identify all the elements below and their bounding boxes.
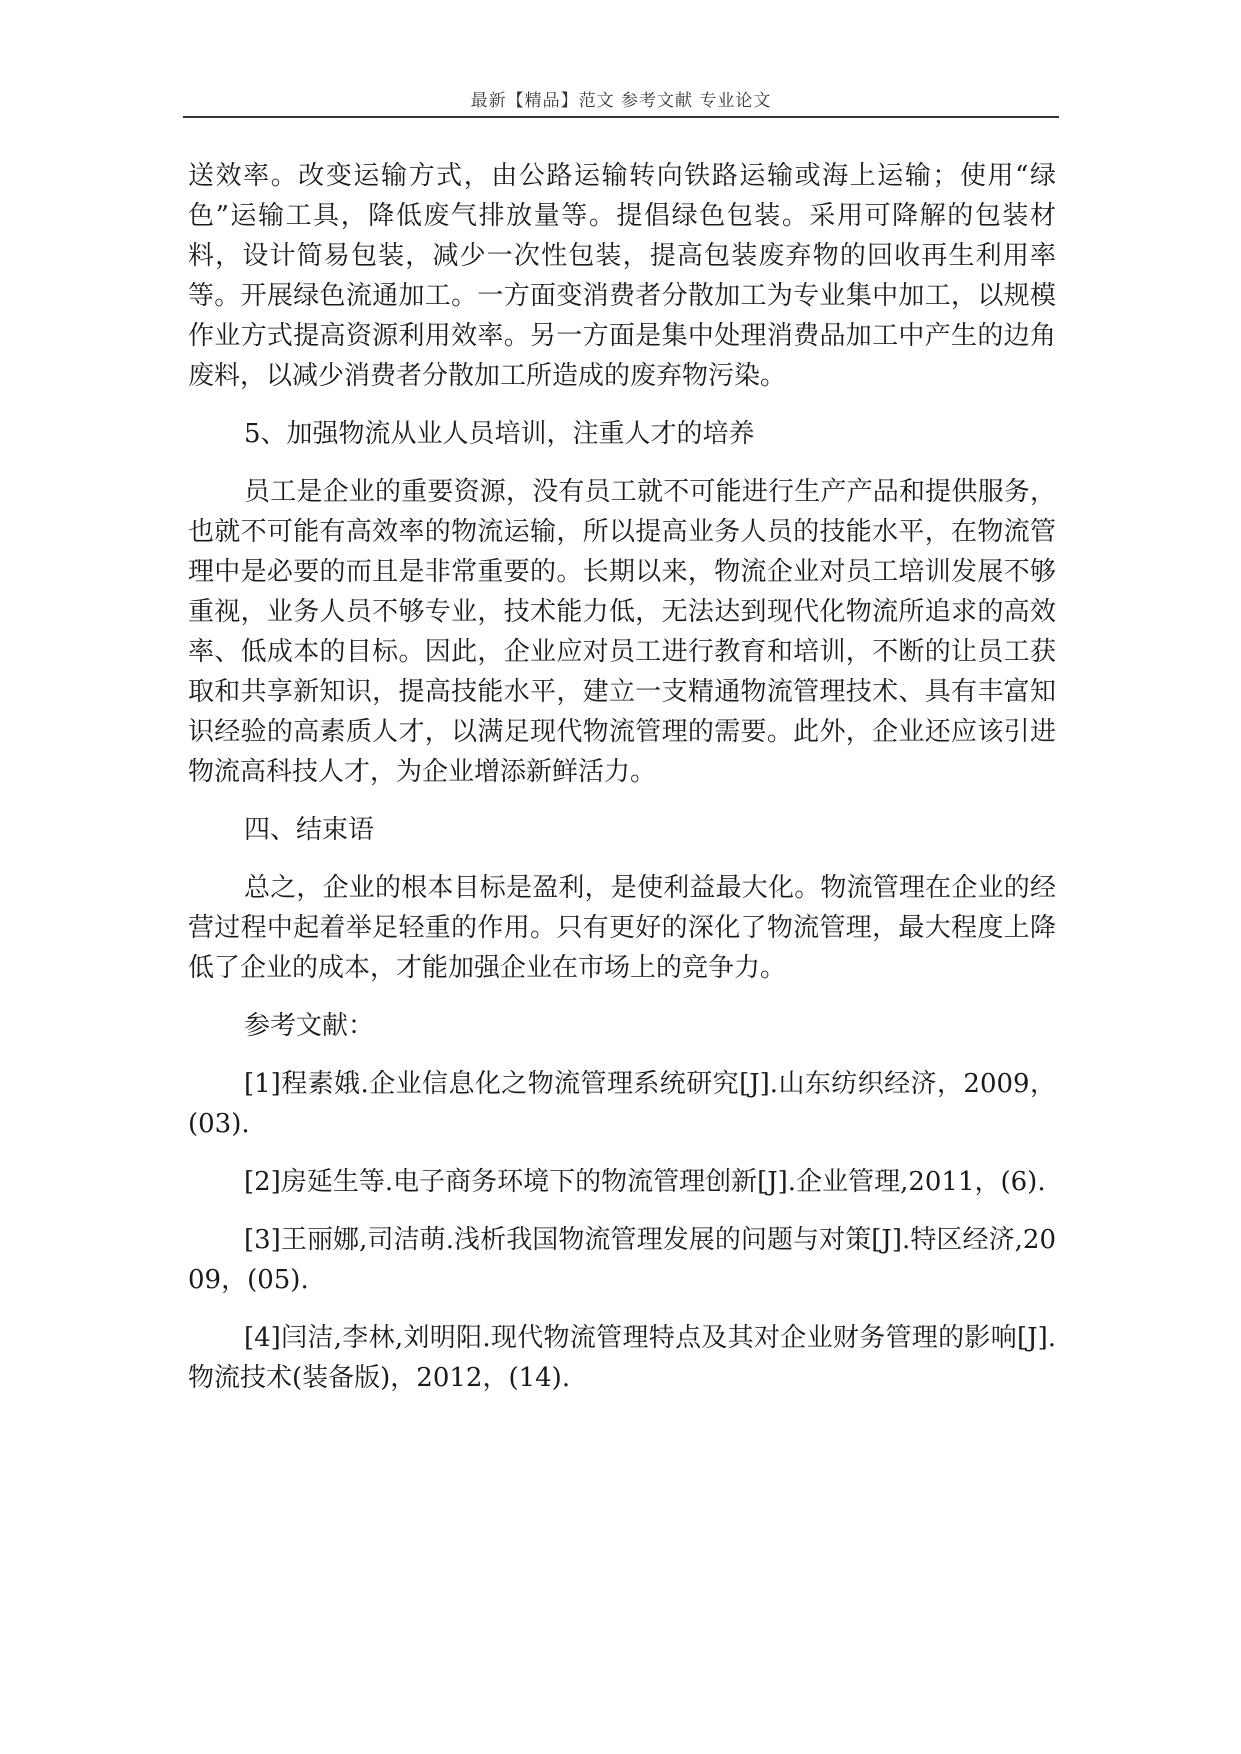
header-rule — [183, 116, 1059, 118]
section-heading-5: 5、加强物流从业人员培训，注重人才的培养 — [244, 419, 755, 449]
page-header: 最新【精品】范文 参考文献 专业论文 — [470, 91, 772, 111]
references-title: 参考文献： — [244, 1011, 375, 1041]
reference-item-4: [4]闫洁,李林,刘明阳.现代物流管理特点及其对企业财务管理的影响[J].物流技术(装备版)，2012，(14). — [188, 1323, 1056, 1393]
reference-item-1: [1]程素娥.企业信息化之物流管理系统研究[J].山东纺织经济，2009，(03). — [188, 1069, 1056, 1139]
paragraph-conclusion: 总之，企业的根本目标是盈利，是使利益最大化。物流管理在企业的经营过程中起着举足轻重的作用。只有更好的深化了物流管理，最大程度上降低了企业的成本，才能加强企业在市场上的竞争力。 — [188, 873, 1056, 983]
document-body — [188, 156, 1056, 1398]
reference-item-2: [2]房延生等.电子商务环境下的物流管理创新[J].企业管理,2011，(6). — [244, 1167, 1046, 1197]
section-heading-conclusion: 四、结束语 — [244, 815, 375, 845]
paragraph-continued: 送效率。改变运输方式，由公路运输转向铁路运输或海上运输；使用“绿色”运输工具，降低废气排放量等。提倡绿色包装。采用可降解的包装材料，设计简易包装，减少一次性包装，提高包装废弃物的回收再生利用率等。开展绿色流通加工。一方面变消费者分散加工为专业集中加工，以规模作业方式提高资源利用效率。另一方面是集中处理消费品加工中产生的边角废料，以减少消费者分散加工所造成的废弃物污染。 — [188, 161, 1056, 391]
paragraph-staff-training: 员工是企业的重要资源，没有员工就不可能进行生产产品和提供服务，也就不可能有高效率的物流运输，所以提高业务人员的技能水平，在物流管理中是必要的而且是非常重要的。长期以来，物流企业对员工培训发展不够重视，业务人员不够专业，技术能力低，无法达到现代化物流所追求的高效率、低成本的目标。因此，企业应对员工进行教育和培训，不断的让员工获取和共享新知识，提高技能水平，建立一支精通物流管理技术、具有丰富知识经验的高素质人才，以满足现代物流管理的需要。此外，企业还应该引进物流高科技人才，为企业增添新鲜活力。 — [188, 477, 1056, 787]
reference-item-3: [3]王丽娜,司洁萌.浅析我国物流管理发展的问题与对策[J].特区经济,2009，(05). — [188, 1225, 1056, 1295]
